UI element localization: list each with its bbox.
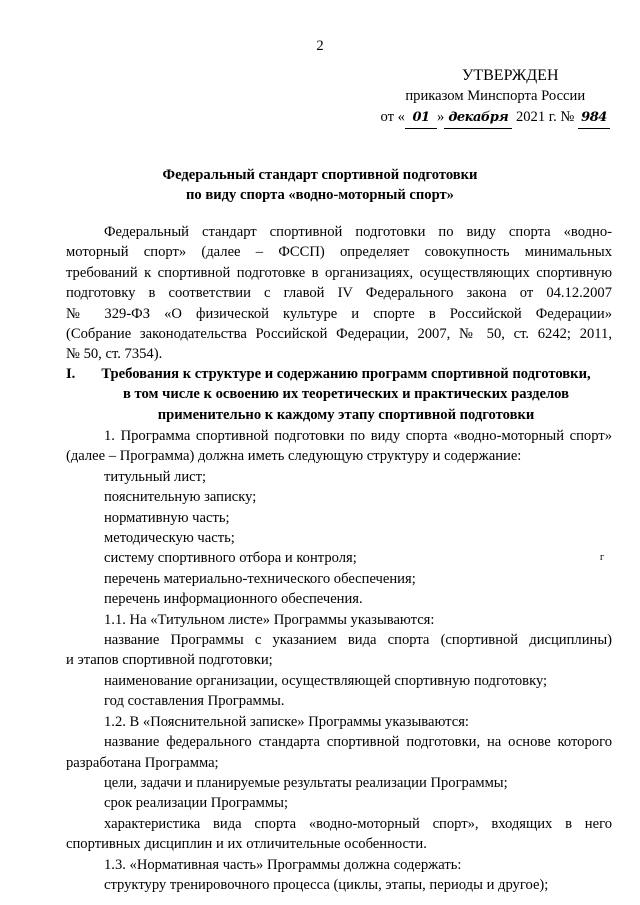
date-mid: » bbox=[436, 108, 445, 125]
list-item: методическую часть; bbox=[104, 530, 235, 547]
date-year: 2021 г. № bbox=[515, 108, 575, 125]
list-item: срок реализации Программы; bbox=[104, 795, 289, 812]
list-item: название федерального стандарта спортивной подготовки, на основе которого bbox=[104, 734, 612, 751]
date-day-handwritten: 01 bbox=[405, 108, 437, 129]
title-line-2: по виду спорта «водно-моторный спорт» bbox=[186, 187, 454, 204]
document-title bbox=[0, 165, 640, 206]
list-item: и этапов спортивной подготовки; bbox=[66, 652, 273, 669]
list-item: структуру тренировочного процесса (циклы, этапы, периоды и другое); bbox=[104, 876, 549, 893]
approval-order-line: приказом Минспорта России bbox=[405, 88, 586, 105]
approval-date-line bbox=[381, 107, 610, 129]
intro-paragraph bbox=[66, 222, 612, 365]
intro-line: Федеральный стандарт спортивной подготовки по виду спорта «водно- bbox=[104, 224, 612, 240]
list-item: характеристика вида спорта «водно-моторный спорт», входящих в него bbox=[104, 815, 612, 832]
intro-line: требований к спортивной подготовке в организациях, осуществляющих спортивную bbox=[66, 264, 612, 281]
section-heading-line: в том числе к освоению их теоретических и практических разделов bbox=[122, 386, 569, 403]
approval-title: УТВЕРЖДЕН bbox=[462, 67, 559, 84]
clause-heading: 1.1. На «Титульном листе» Программы указываются: bbox=[104, 611, 435, 628]
title-line-1: Федеральный стандарт спортивной подготовки bbox=[162, 167, 478, 183]
list-item: год составления Программы. bbox=[104, 693, 285, 710]
list-item: нормативную часть; bbox=[104, 509, 230, 526]
list-item: пояснительную записку; bbox=[104, 489, 257, 506]
date-month-handwritten: декабря bbox=[444, 108, 512, 129]
clause-heading: 1.2. В «Пояснительной записке» Программы указываются: bbox=[104, 713, 469, 730]
intro-line: № 329-ФЗ «О физической культуре и спорте в Российской Федерации» bbox=[66, 305, 612, 322]
margin-mark: г bbox=[600, 552, 605, 563]
paragraph-1-line: (далее – Программа) должна иметь следующую структуру и содержание: bbox=[66, 448, 522, 465]
intro-line: подготовку в соответствии с главой IV Федерального закона от 04.12.2007 bbox=[66, 285, 612, 302]
list-item: перечень материально-технического обеспечения; bbox=[104, 570, 416, 587]
section-heading-line: применительно к каждому этапу спортивной подготовки bbox=[157, 406, 535, 423]
section-number: I. bbox=[66, 366, 76, 382]
list-item: перечень информационного обеспечения. bbox=[104, 591, 363, 608]
list-item: название Программы с указанием вида спорта (спортивной дисциплины) bbox=[104, 632, 612, 649]
paragraph-1-line: 1. Программа спортивной подготовки по виду спорта «водно-моторный спорт» bbox=[104, 428, 612, 444]
intro-line: моторный спорт» (далее – ФССП) определяет совокупность минимальных bbox=[66, 244, 612, 261]
date-prefix: от « bbox=[380, 108, 405, 125]
order-number-handwritten: 984 bbox=[578, 108, 610, 129]
list-item: титульный лист; bbox=[104, 468, 207, 485]
page-number: 2 bbox=[316, 38, 324, 54]
intro-line: (Собрание законодательства Российской Федерации, 2007, № 50, ст. 6242; 2011, bbox=[66, 326, 612, 343]
section-content bbox=[66, 426, 612, 895]
list-item: наименование организации, осуществляющей спортивную подготовку; bbox=[104, 672, 548, 689]
intro-line: № 50, ст. 7354). bbox=[66, 346, 163, 363]
section-heading bbox=[66, 364, 612, 425]
list-item: цели, задачи и планируемые результаты реализации Программы; bbox=[104, 774, 508, 791]
list-item: систему спортивного отбора и контроля; bbox=[104, 550, 357, 567]
clause-heading: 1.3. «Нормативная часть» Программы должна содержать: bbox=[104, 856, 462, 873]
approval-stamp bbox=[381, 66, 610, 129]
list-item: спортивных дисциплин и их отличительные особенности. bbox=[66, 836, 427, 853]
section-heading-line: Требования к структуре и содержанию программ спортивной подготовки, bbox=[101, 366, 591, 382]
list-item: разработана Программа; bbox=[66, 754, 219, 771]
